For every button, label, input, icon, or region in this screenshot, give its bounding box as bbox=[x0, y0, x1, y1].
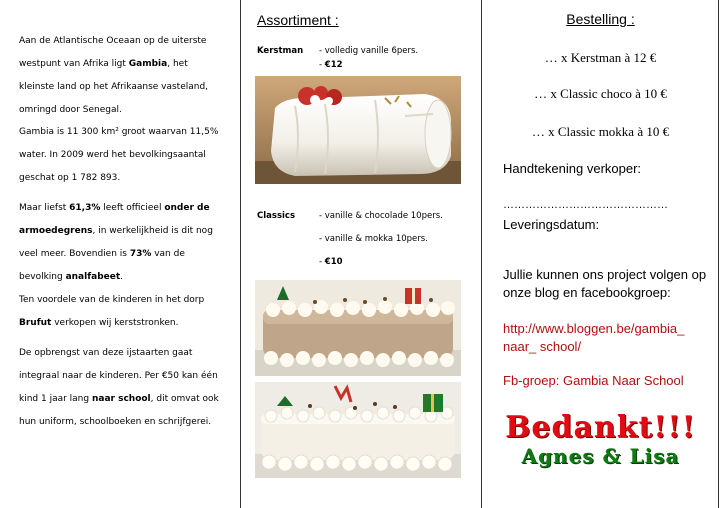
proceeds-paragraph: De opbrengst van deze ijstaarten gaat integraal naar de kinderen. Per €50 kan één kind 1 jaar lang naar school, dit omvat ook hun uniform, schoolboeken en schrijfgerei. bbox=[19, 348, 219, 427]
order-title: Bestelling : bbox=[566, 11, 635, 27]
assortment-panel bbox=[240, 0, 482, 508]
classics-price: - €10 bbox=[319, 257, 343, 267]
left-panel bbox=[0, 0, 240, 508]
kerstman-cake-photo bbox=[255, 76, 461, 184]
classics-choco: - vanille & chocolade 10pers. bbox=[319, 211, 443, 221]
facebook-group-link[interactable]: Fb-groep: Gambia Naar School bbox=[503, 373, 684, 388]
follow-text: Jullie kunnen ons project volgen op onze blog en facebookgroep: bbox=[503, 267, 707, 300]
order-line-classic-choco: … x Classic choco à 10 € bbox=[534, 86, 667, 101]
intro-paragraph: Aan de Atlantische Oceaan op de uiterste westpunt van Afrika ligt Gambia, het kleinste land op het Afrikaanse vasteland, omringd door Senegal. bbox=[19, 36, 209, 115]
signatures-names: Agnes & Lisa bbox=[521, 444, 680, 468]
classics-name: Classics bbox=[257, 211, 296, 221]
kerstman-name: Kerstman bbox=[257, 46, 304, 56]
delivery-label: Leveringsdatum: bbox=[503, 217, 600, 232]
poverty-paragraph: Maar liefst 61,3% leeft officieel onder de armoedegrens, in werkelijkheid is dit nog veel meer. Bovendien is 73% van de bevolking analfabeet. bbox=[19, 203, 213, 282]
kerstman-price: - €12 bbox=[319, 60, 343, 70]
signature-line: ……………………………………… bbox=[503, 199, 668, 211]
size-paragraph: Gambia is 11 300 km² groot waarvan 11,5% water. In 2009 werd het bevolkingsaantal geschat op 1 782 893. bbox=[19, 127, 219, 183]
assortment-title: Assortiment : bbox=[257, 12, 339, 28]
order-line-classic-mokka: … x Classic mokka à 10 € bbox=[531, 124, 670, 139]
order-line-kerstman: … x Kerstman à 12 € bbox=[544, 50, 657, 65]
kerstman-desc: - volledig vanille 6pers. bbox=[319, 46, 419, 56]
classics-mokka: - vanille & mokka 10pers. bbox=[319, 234, 428, 244]
thanks-heading: Bedankt!!! bbox=[505, 410, 696, 445]
brufut-paragraph: Ten voordele van de kinderen in het dorp Brufut verkopen wij kerststronken. bbox=[19, 295, 205, 328]
signature-label: Handtekening verkoper: bbox=[503, 161, 642, 176]
order-panel bbox=[482, 0, 719, 508]
classic-choco-cake-photo bbox=[255, 382, 461, 478]
blog-link[interactable]: http://www.bloggen.be/gambia_ naar_ school/ bbox=[503, 321, 685, 354]
classic-mokka-cake-photo bbox=[255, 280, 461, 376]
